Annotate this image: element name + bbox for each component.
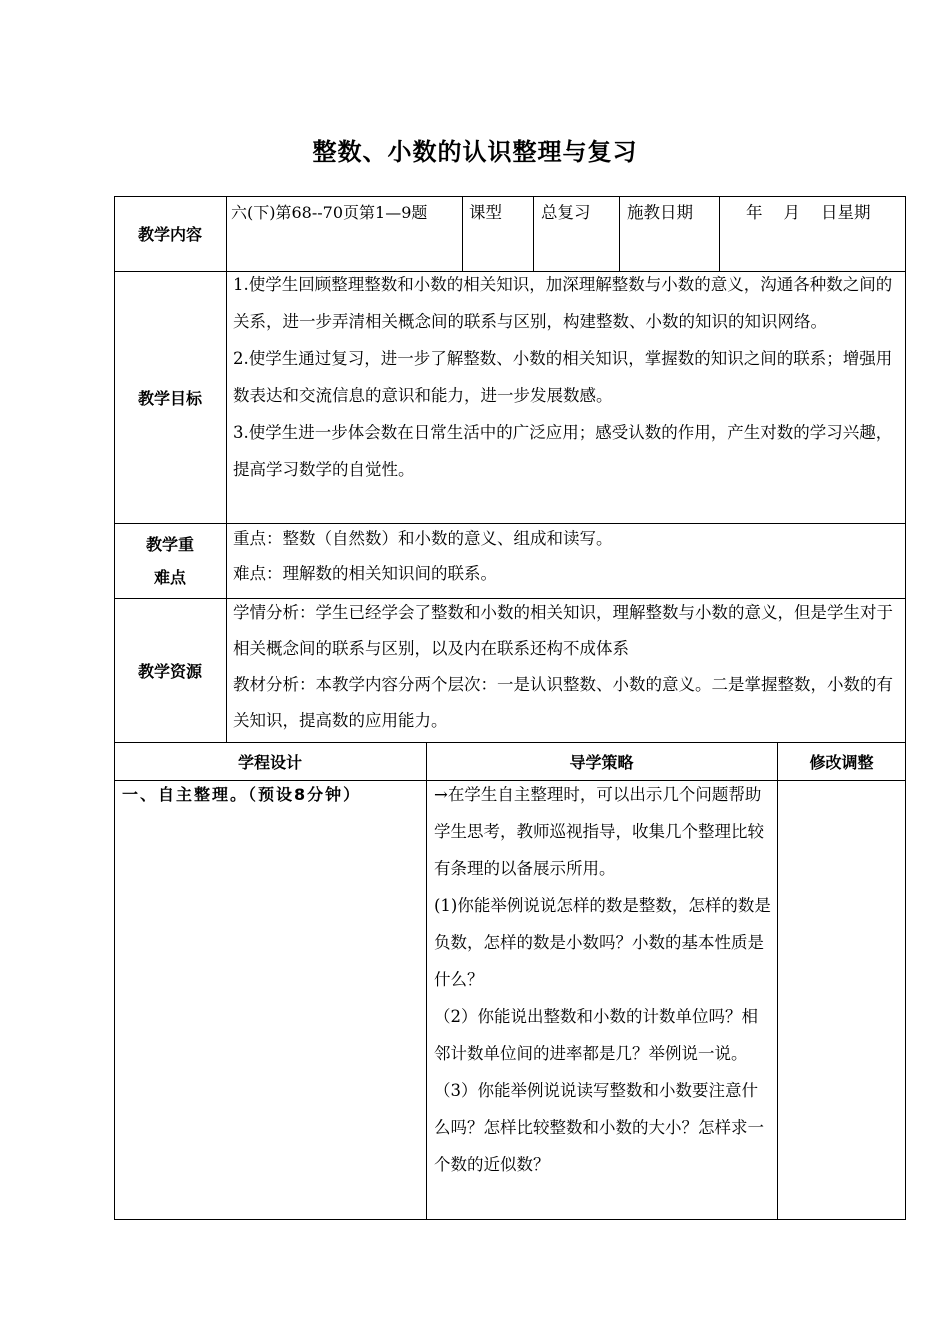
key-points-label — [114, 523, 226, 598]
strategy-item: (1)你能举例说说怎样的数是整数，怎样的数是负数，怎样的数是小数吗？小数的基本性质是什么？ — [434, 896, 771, 989]
column-header-strategy: 导学策略 — [569, 752, 634, 772]
key-points-label-line2: 难点 — [153, 567, 186, 587]
col-divider — [426, 742, 427, 1220]
goal-item: 2.使学生通过复习，进一步了解整数、小数的相关知识，掌握数的知识之间的联系；增强用数表达和交流信息的意识和能力，进一步发展数感。 — [233, 349, 893, 405]
page-title: 整数、小数的认识整理与复习 — [312, 138, 638, 166]
teaching-date-value: 年 月 日星期 — [746, 203, 871, 222]
teaching-resources-text — [233, 595, 900, 739]
key-points-label-line1: 教学重 — [145, 534, 194, 554]
teaching-goals-text — [233, 266, 900, 488]
lesson-type-value: 总复习 — [541, 203, 591, 222]
teaching-date-label: 施教日期 — [627, 203, 693, 222]
teaching-resources-label: 教学资源 — [137, 661, 202, 681]
teaching-content-value: 六(下)第68--70页第1—9题 — [231, 203, 428, 222]
strategy-item: （2）你能说出整数和小数的计数单位吗？相邻计数单位间的进率都是几？举例说一说。 — [434, 1007, 758, 1063]
column-header-design: 学程设计 — [237, 752, 302, 772]
section-heading: 一、自主整理。（预设8分钟） — [122, 785, 362, 804]
strategy-item: →在学生自主整理时，可以出示几个问题帮助学生思考，教师巡视指导，收集几个整理比较有条理的以备展示所用。 — [434, 785, 764, 878]
goal-item: 3.使学生进一步体会数在日常生活中的广泛应用；感受认数的作用，产生对数的学习兴趣，提高学习数学的自觉性。 — [233, 423, 893, 479]
teaching-content-label: 教学内容 — [137, 225, 202, 244]
guided-strategy-text — [434, 776, 771, 1183]
key-points-text — [233, 521, 900, 591]
col-divider — [226, 196, 227, 742]
goal-item: 1.使学生回顾整理整数和小数的相关知识，加深理解整数与小数的意义，沟通各种数之间的关系，进一步弄清相关概念间的联系与区别，构建整数、小数的知识的知识网络。 — [233, 275, 893, 331]
col-divider — [719, 196, 720, 271]
lesson-type-label: 课型 — [469, 203, 502, 222]
col-divider — [777, 742, 778, 1220]
col-divider — [533, 196, 534, 271]
col-divider — [619, 196, 620, 271]
material-analysis: 教材分析：本教学内容分两个层次：一是认识整数、小数的意义。二是掌握整数，小数的有关知识，提高数的应用能力。 — [233, 675, 893, 730]
focus-point: 重点：整数（自然数）和小数的意义、组成和读写。 — [233, 529, 613, 548]
strategy-item: （3）你能举例说说读写整数和小数要注意什么吗？怎样比较整数和小数的大小？怎样求一个数的近似数？ — [434, 1081, 764, 1174]
col-divider — [462, 196, 463, 271]
column-header-adjustment: 修改调整 — [809, 752, 874, 772]
student-analysis: 学情分析：学生已经学会了整数和小数的相关知识，理解整数与小数的意义，但是学生对于相关概念间的联系与区别，以及内在联系还构不成体系 — [233, 603, 893, 658]
teaching-goals-label: 教学目标 — [137, 388, 202, 408]
difficulty-point: 难点：理解数的相关知识间的联系。 — [233, 564, 497, 583]
